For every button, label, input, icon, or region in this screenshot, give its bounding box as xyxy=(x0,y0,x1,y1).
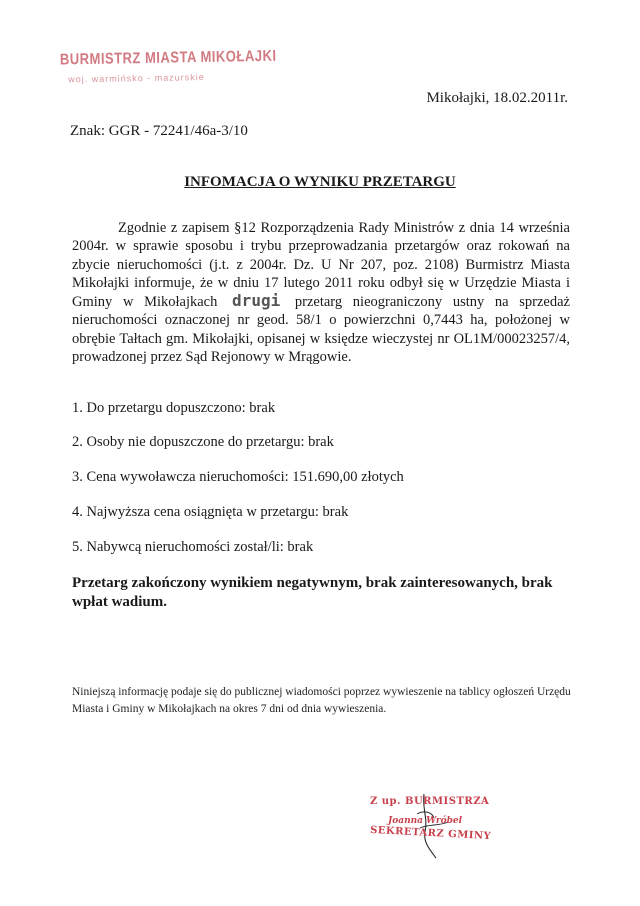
main-paragraph xyxy=(72,219,570,366)
document-date: Mikołajki, 18.02.2011r. xyxy=(426,90,568,106)
paragraph-text-before: Zgodnie z zapisem §12 Rozporządzenia Rady Ministrów z dnia 14 września 2004r. w sprawie sposobu i trybu przeprowadzania przetargów oraz rokowań na zbycie nieruchomości (j.t. z 2004r. Dz. U Nr 207, poz. 2108) Burmistrz Miasta Mikołajki informuje, że w dniu 17 lutego 2011 roku odbył się w Urzędzie Miasta i Gminy w Mikołajkach xyxy=(72,220,570,311)
signature-stamp xyxy=(362,788,522,878)
result-statement: Przetarg zakończony wynikiem negatywnym, brak zainteresowanych, brak wpłat wadium. xyxy=(72,575,553,610)
reference-number: Znak: GGR - 72241/46a-3/10 xyxy=(70,123,248,139)
stamp-signature-name: Joanna Wróbel xyxy=(388,816,463,826)
stamp-line-1: Z up. BURMISTRZA xyxy=(370,796,490,807)
list-item: 3. Cena wywoławcza nieruchomości: 151.690,00 złotych xyxy=(72,469,404,485)
list-item: 2. Osoby nie dopuszczone do przetargu: brak xyxy=(72,434,334,450)
office-stamp xyxy=(59,46,277,85)
document-title: INFOMACJA O WYNIKU PRZETARGU xyxy=(184,174,456,190)
publication-note: Niniejszą informację podaje się do publicznej wiadomości poprzez wywieszenie na tablicy ogłoszeń Urzędu Miasta i Gminy w Mikołajkach na okres 7 dni od dnia wywieszenia. xyxy=(72,686,571,715)
stamp-line-1: BURMISTRZ MIASTA MIKOŁAJKI xyxy=(59,46,277,69)
list-item: 1. Do przetargu dopuszczono: brak xyxy=(72,400,276,416)
list-item: 4. Najwyższa cena osiągnięta w przetargu: brak xyxy=(72,504,349,520)
stamp-line-3: SEKRETARZ GMINY xyxy=(369,824,492,843)
list-item: 5. Nabywcą nieruchomości został/li: brak xyxy=(72,539,314,555)
paragraph-emphasis: drugi xyxy=(232,291,281,311)
stamp-line-2: woj. warmińsko - mazurskie xyxy=(68,72,205,85)
paragraph-text-after: przetarg nieograniczony ustny na sprzedaż nieruchomości oznaczonej nr geod. 58/1 o powierzchni 0,7443 ha, położonej w obrębie Tałtach gm. Mikołajki, opisanej w księdze wieczystej nr OL1M/00023257/4, prowadzonej przez Sąd Rejonowy w Mrągowie. xyxy=(72,294,570,366)
